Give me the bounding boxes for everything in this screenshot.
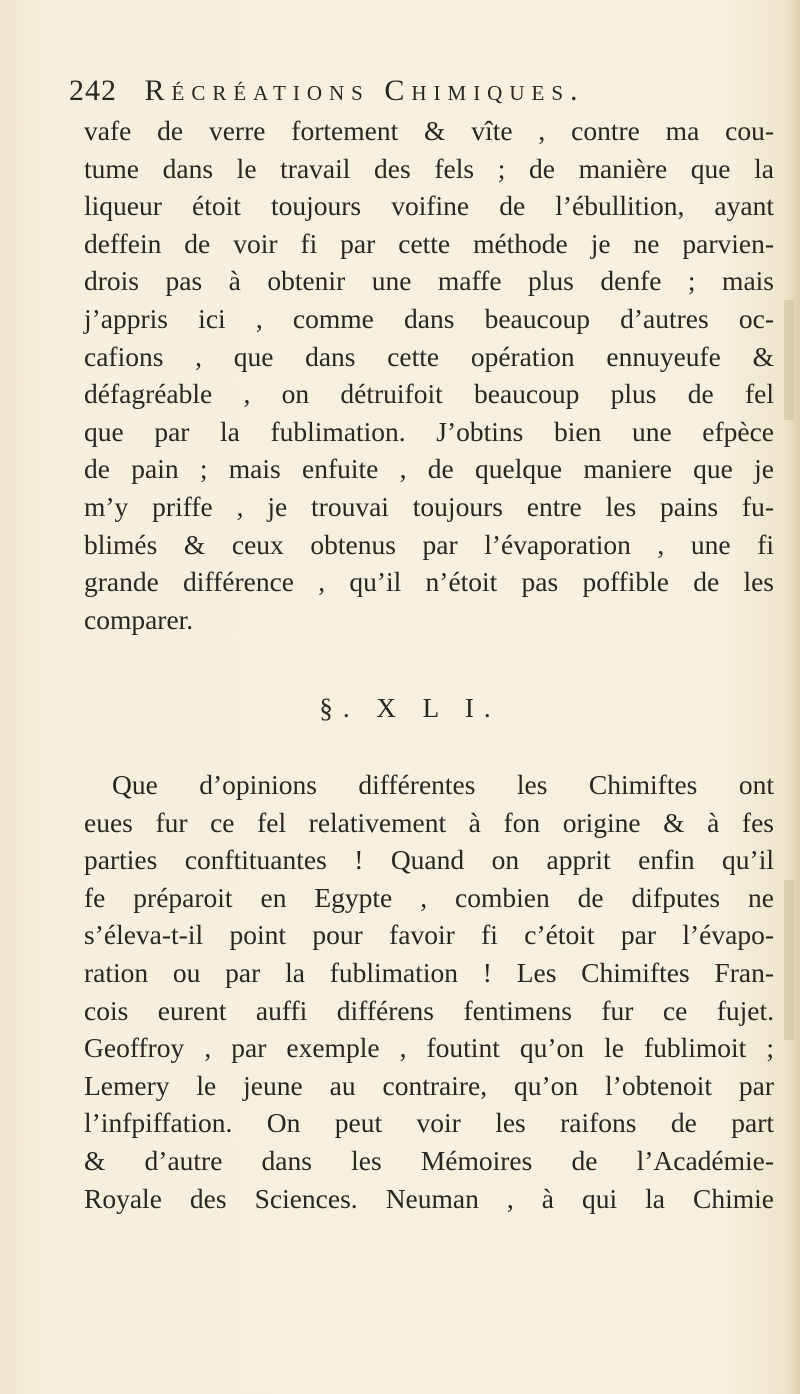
text-line: j’appris ici , comme dans beaucoup d’autres oc-: [84, 302, 774, 334]
text-line: Lemery le jeune au contraire, qu’on l’obtenoit par: [84, 1069, 774, 1101]
text-line: deffein de voir fi par cette méthode je ne parvien-: [84, 227, 774, 259]
text-line: liqueur étoit toujours voifine de l’ébullition, ayant: [84, 190, 774, 222]
paragraph-continued: [84, 112, 774, 638]
text-line: blimés & ceux obtenus par l’évaporation , une fi: [84, 528, 774, 560]
text-line: fe préparoit en Egypte , combien de difputes ne: [84, 881, 774, 913]
paragraph: [84, 766, 774, 1217]
text-line: cois eurent auffi différens fentimens fur ce fujet.: [84, 994, 774, 1026]
text-line: défagréable , on détruifoit beaucoup plus de fel: [84, 378, 774, 410]
text-line: Que d’opinions différentes les Chimiftes ont: [112, 769, 774, 800]
text-line: drois pas à obtenir une maffe plus denfe ; mais: [84, 265, 774, 297]
section-heading: §. X L I.: [319, 693, 501, 723]
text-line: l’infpiffation. On peut voir les raifons de part: [84, 1107, 774, 1139]
running-header: [69, 74, 769, 114]
text-line: de pain ; mais enfuite , de quelque maniere que je: [84, 453, 774, 485]
text-line: tume dans le travail des fels ; de manière que la: [84, 152, 774, 184]
running-title: Récréations Chimiques.: [144, 74, 585, 107]
text-line: vafe de verre fortement & vîte , contre ma cou-: [84, 115, 774, 146]
text-line: Royale des Sciences. Neuman , à qui la Chimie: [84, 1182, 774, 1214]
text-line: Geoffroy , par exemple , foutint qu’on le fublimoit ;: [84, 1032, 774, 1064]
page-stain: [784, 880, 794, 1040]
text-line: que par la fublimation. J’obtins bien une efpèce: [84, 415, 774, 447]
text-line: ration ou par la fublimation ! Les Chimiftes Fran-: [84, 956, 774, 988]
text-line: & d’autre dans les Mémoires de l’Académie-: [84, 1144, 774, 1176]
text-line: cafions , que dans cette opération ennuyeufe &: [84, 340, 774, 372]
text-line: grande différence , qu’il n’étoit pas poffible de les: [84, 566, 774, 598]
page-stain: [784, 300, 794, 420]
text-line: s’éleva-t-il point pour favoir fi c’étoit par l’évapo-: [84, 919, 774, 951]
page-number: 242: [69, 74, 117, 107]
text-line: parties conftituantes ! Quand on apprit enfin qu’il: [84, 844, 774, 876]
text-line: eues fur ce fel relativement à fon origine & à fes: [84, 806, 774, 838]
text-line: m’y priffe , je trouvai toujours entre les pains fu-: [84, 490, 774, 522]
text-line: comparer.: [84, 603, 194, 635]
